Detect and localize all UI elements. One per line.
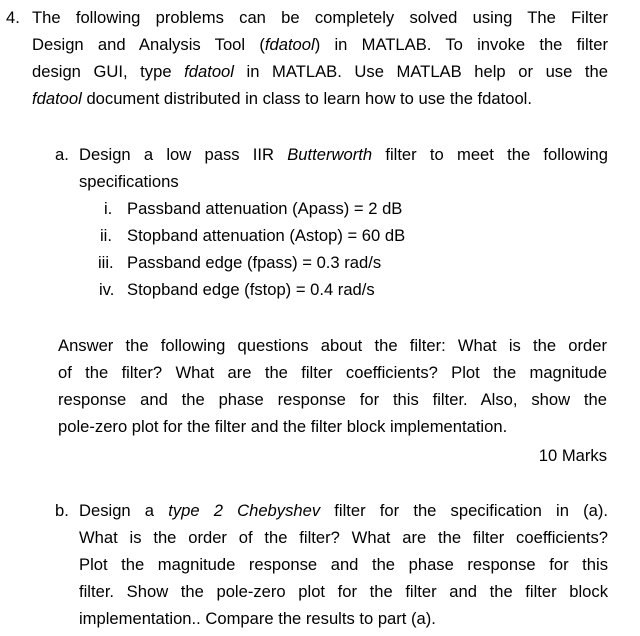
spec-number: i. xyxy=(104,199,113,218)
spec-number: iv. xyxy=(99,280,115,299)
intro-line-4: fdatool document distributed in class to learn how to use the fdatool. xyxy=(32,89,532,108)
part-a-label: a. xyxy=(55,145,69,164)
intro-line-3: design GUI, type fdatool in MATLAB. Use MATLAB help or use the xyxy=(32,62,608,81)
part-b-line-1: Design a type 2 Chebyshev filter for the specification in (a). xyxy=(79,501,608,520)
intro-line-1: The following problems can be completely solved using The Filter xyxy=(32,8,608,27)
part-a-line-1: Design a low pass IIR Butterworth filter to meet the following xyxy=(79,145,608,164)
part-b-line: What is the order of the filter? What are the filter coefficients? xyxy=(79,528,608,547)
problem-number: 4. xyxy=(6,8,20,27)
spec-text: Stopband edge (fstop) = 0.4 rad/s xyxy=(127,280,375,299)
question-line: pole-zero plot for the filter and the filter block implementation. xyxy=(58,417,508,436)
part-b-line: filter. Show the pole-zero plot for the filter and the filter block xyxy=(79,582,608,601)
question-line: Answer the following questions about the filter: What is the order xyxy=(58,336,607,355)
spec-text: Passband attenuation (Apass) = 2 dB xyxy=(127,199,403,218)
part-b-label: b. xyxy=(55,501,69,520)
part-b-line: implementation.. Compare the results to part (a). xyxy=(79,609,436,628)
spec-text: Passband edge (fpass) = 0.3 rad/s xyxy=(127,253,382,272)
marks-label: 10 Marks xyxy=(538,446,607,465)
part-b-line: Plot the magnitude response and the phase response for this xyxy=(79,555,608,574)
question-line: of the filter? What are the filter coefficients? Plot the magnitude xyxy=(58,363,607,382)
spec-text: Stopband attenuation (Astop) = 60 dB xyxy=(127,226,406,245)
question-line: response and the phase response for this filter. Also, show the xyxy=(58,390,607,409)
spec-number: iii. xyxy=(98,253,114,272)
part-a-line-2: specifications xyxy=(79,172,179,191)
spec-number: ii. xyxy=(100,226,112,245)
intro-line-2: Design and Analysis Tool (fdatool) in MATLAB. To invoke the filter xyxy=(32,35,608,54)
